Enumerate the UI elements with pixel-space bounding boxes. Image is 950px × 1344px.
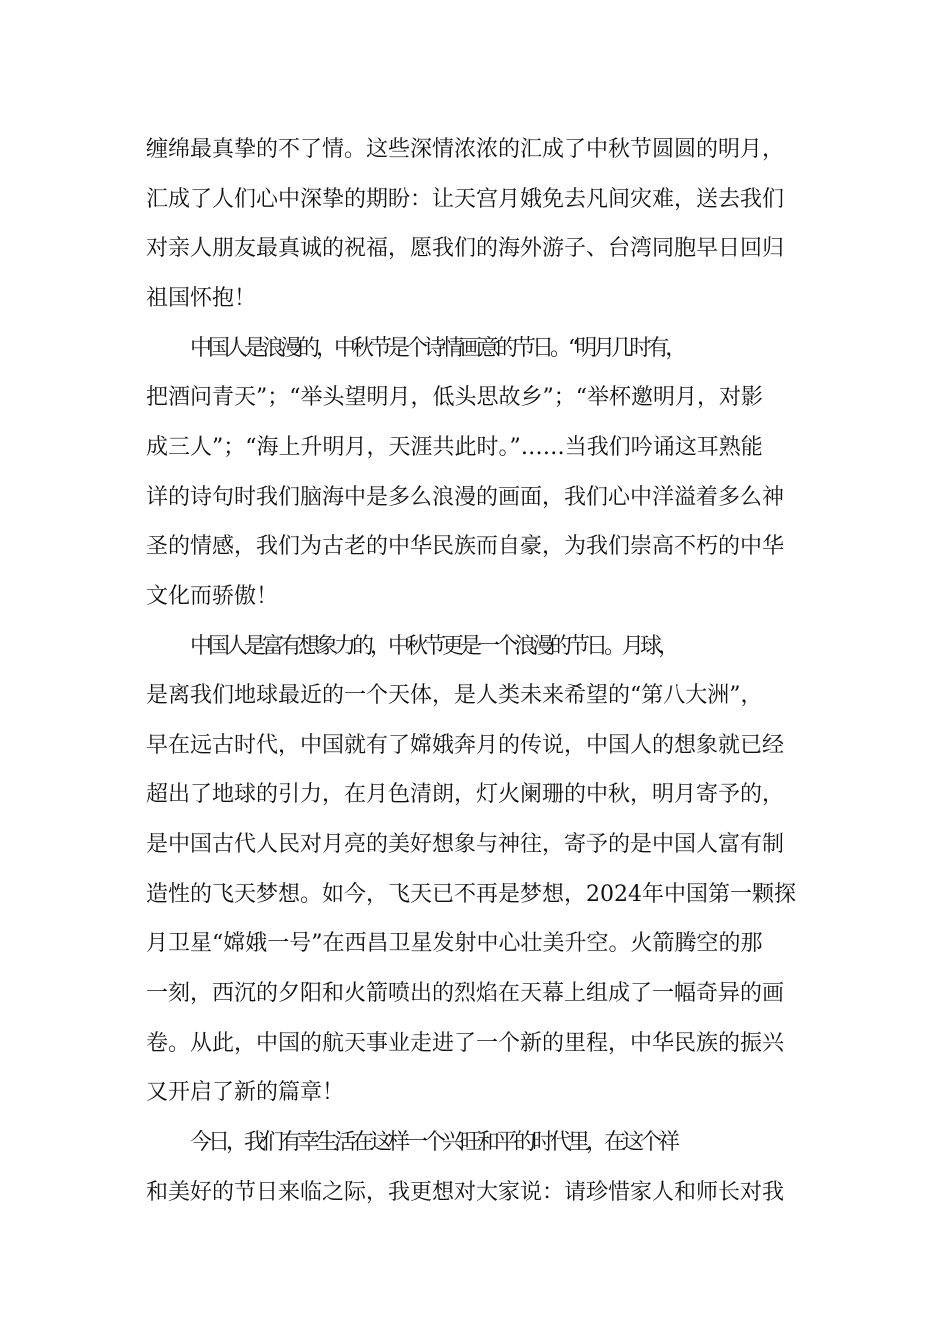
text-line-20: 又开启了新的篇章！ — [146, 1080, 345, 1105]
text-line-8: 详的诗句时我们脑海中是多么浪漫的画面，我们心中洋溢着多么神 — [146, 485, 785, 510]
text-line-17: 月卫星“嫦娥一号”在西昌卫星发射中心壮美升空。火箭腾空的那 — [146, 931, 763, 956]
text-line-11: 中国人是富有想象力的，中秋节更是一个浪漫的节日。月球， — [190, 634, 677, 659]
text-line-10: 文化而骄傲！ — [146, 584, 279, 609]
text-line-14: 超出了地球的引力，在月色清朗，灯火阑珊的中秋，明月寄予的， — [146, 782, 785, 807]
text-line-16: 造性的飞天梦想。如今，飞天已不再是梦想，2024年中国第一颗探 — [146, 882, 796, 907]
text-line-9: 圣的情感，我们为古老的中华民族而自豪，为我们崇高不朽的中华 — [146, 534, 785, 559]
text-line-13: 早在远古时代，中国就有了嫦娥奔月的传说，中国人的想象就已经 — [146, 733, 785, 758]
text-line-15: 是中国古代人民对月亮的美好想象与神往，寄予的是中国人富有制 — [146, 832, 785, 857]
text-line-18: 一刻，西沉的夕阳和火箭喷出的烈焰在天幕上组成了一幅奇异的画 — [146, 981, 785, 1006]
text-line-6: 把酒问青天”；“举头望明月，低头思故乡”；“举杯邀明月，对影 — [146, 385, 763, 410]
text-line-2: 汇成了人们心中深挚的期盼：让天宫月娥免去凡间灾难，送去我们 — [146, 187, 785, 212]
text-line-1: 缠绵最真挚的不了情。这些深情浓浓的汇成了中秋节圆圆的明月， — [146, 137, 785, 162]
text-line-19: 卷。从此，中国的航天事业走进了一个新的里程，中华民族的振兴 — [146, 1031, 785, 1056]
text-line-5: 中国人是浪漫的，中秋节是个诗情画意的节日。“明月几时有， — [190, 336, 684, 361]
text-line-3: 对亲人朋友最真诚的祝福，愿我们的海外游子、台湾同胞早日回归 — [146, 236, 785, 261]
text-line-4: 祖国怀抱！ — [146, 286, 257, 311]
text-line-7: 成三人”；“海上升明月，天涯共此时。”……当我们吟诵这耳熟能 — [146, 435, 763, 460]
text-line-22: 和美好的节日来临之际，我更想对大家说：请珍惜家人和师长对我 — [146, 1180, 785, 1205]
text-line-12: 是离我们地球最近的一个天体，是人类未来希望的“第八大洲”， — [146, 683, 763, 708]
text-line-21: 今日，我们有幸生活在这样一个兴旺和平的时代里，在这个祥 — [190, 1130, 677, 1155]
